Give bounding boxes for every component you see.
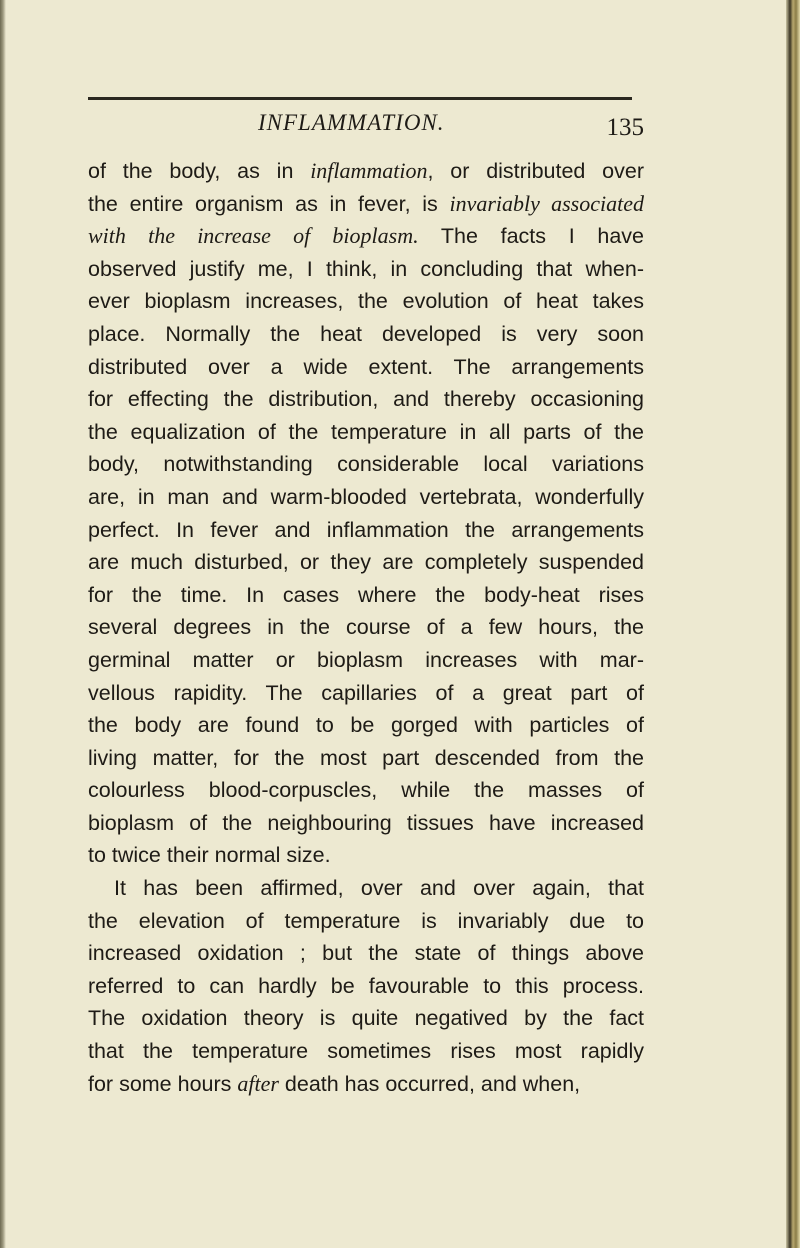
body-text (88, 155, 644, 1100)
text-segment: the body are found to be gorged with particles of (88, 713, 644, 738)
italic-segment: with the increase of bioplasm. (88, 223, 419, 249)
text-segment: distributed over a wide extent. The arrangements (88, 354, 644, 379)
text-line (88, 318, 644, 351)
text-line (88, 807, 644, 840)
text-segment: observed justify me, I think, in concluding that when- (88, 256, 644, 281)
text-segment: living matter, for the most part descended from the (88, 745, 644, 770)
text-line (88, 155, 644, 188)
text-line (88, 970, 644, 1003)
text-line (88, 709, 644, 742)
text-segment: for some hours (88, 1071, 238, 1096)
text-segment: for the time. In cases where the body-heat rises (88, 582, 644, 607)
text-segment: death has occurred, and when, (278, 1071, 581, 1096)
text-line (88, 742, 644, 775)
text-line (88, 188, 644, 221)
text-line (88, 644, 644, 677)
text-line (88, 416, 644, 449)
text-line (88, 253, 644, 286)
text-line (88, 937, 644, 970)
text-segment: are, in man and warm-blooded vertebrata, wonderfully (88, 484, 644, 509)
text-segment: , or distributed over (427, 159, 644, 183)
running-head (88, 104, 644, 144)
text-segment: that the temperature sometimes rises most rapidly (88, 1039, 644, 1064)
text-segment: the entire organism as in fever, is (88, 191, 450, 216)
text-segment: The facts I have (418, 224, 644, 249)
text-line (88, 579, 644, 612)
text-line (88, 611, 644, 644)
text-segment: It has been affirmed, over and over again, that (114, 876, 644, 901)
text-segment: body, notwithstanding considerable local variations (88, 452, 644, 477)
text-segment: referred to can hardly be favourable to this process. (88, 973, 644, 998)
text-segment: ever bioplasm increases, the evolution of heat takes (88, 289, 644, 314)
text-line (88, 220, 644, 253)
text-segment: to twice their normal size. (88, 843, 331, 868)
text-line (88, 677, 644, 710)
text-line (88, 448, 644, 481)
text-segment: increased oxidation ; but the state of things above (88, 941, 644, 966)
italic-segment: after (237, 1070, 279, 1096)
text-line (88, 285, 644, 318)
text-line (88, 839, 644, 872)
text-segment: germinal matter or bioplasm increases with mar- (88, 647, 644, 672)
text-line (88, 481, 644, 514)
text-line (88, 1068, 644, 1101)
text-segment: the elevation of temperature is invariably due to (88, 908, 644, 933)
text-line (88, 905, 644, 938)
text-line (88, 1035, 644, 1068)
header-rule (88, 97, 632, 100)
text-line (88, 514, 644, 547)
text-segment: the equalization of the temperature in all parts of the (88, 419, 644, 444)
text-segment: bioplasm of the neighbouring tissues have increased (88, 810, 644, 835)
text-segment: vellous rapidity. The capillaries of a great part of (88, 680, 644, 705)
text-line (88, 546, 644, 579)
text-segment: The oxidation theory is quite negatived by the fact (88, 1006, 644, 1031)
text-line (88, 774, 644, 807)
text-segment: colourless blood-corpuscles, while the masses of (88, 778, 644, 803)
text-segment: are much disturbed, or they are completely suspended (88, 550, 644, 575)
page-left-edge (0, 0, 6, 1248)
italic-segment: inflammation (310, 158, 428, 183)
text-segment: perfect. In fever and inflammation the arrangements (88, 517, 644, 542)
italic-segment: invariably associated (449, 190, 644, 216)
text-line (88, 1002, 644, 1035)
text-segment: for effecting the distribution, and thereby occasioning (88, 387, 644, 412)
page-number: 135 (606, 114, 644, 141)
text-line (88, 351, 644, 384)
text-segment: several degrees in the course of a few hours, the (88, 615, 644, 640)
text-segment: of the body, as in (88, 159, 311, 183)
text-segment: place. Normally the heat developed is very soon (88, 321, 644, 346)
text-line (88, 383, 644, 416)
running-title: INFLAMMATION. (258, 110, 445, 135)
text-line (88, 872, 644, 905)
page-gilt-edge (786, 0, 800, 1248)
